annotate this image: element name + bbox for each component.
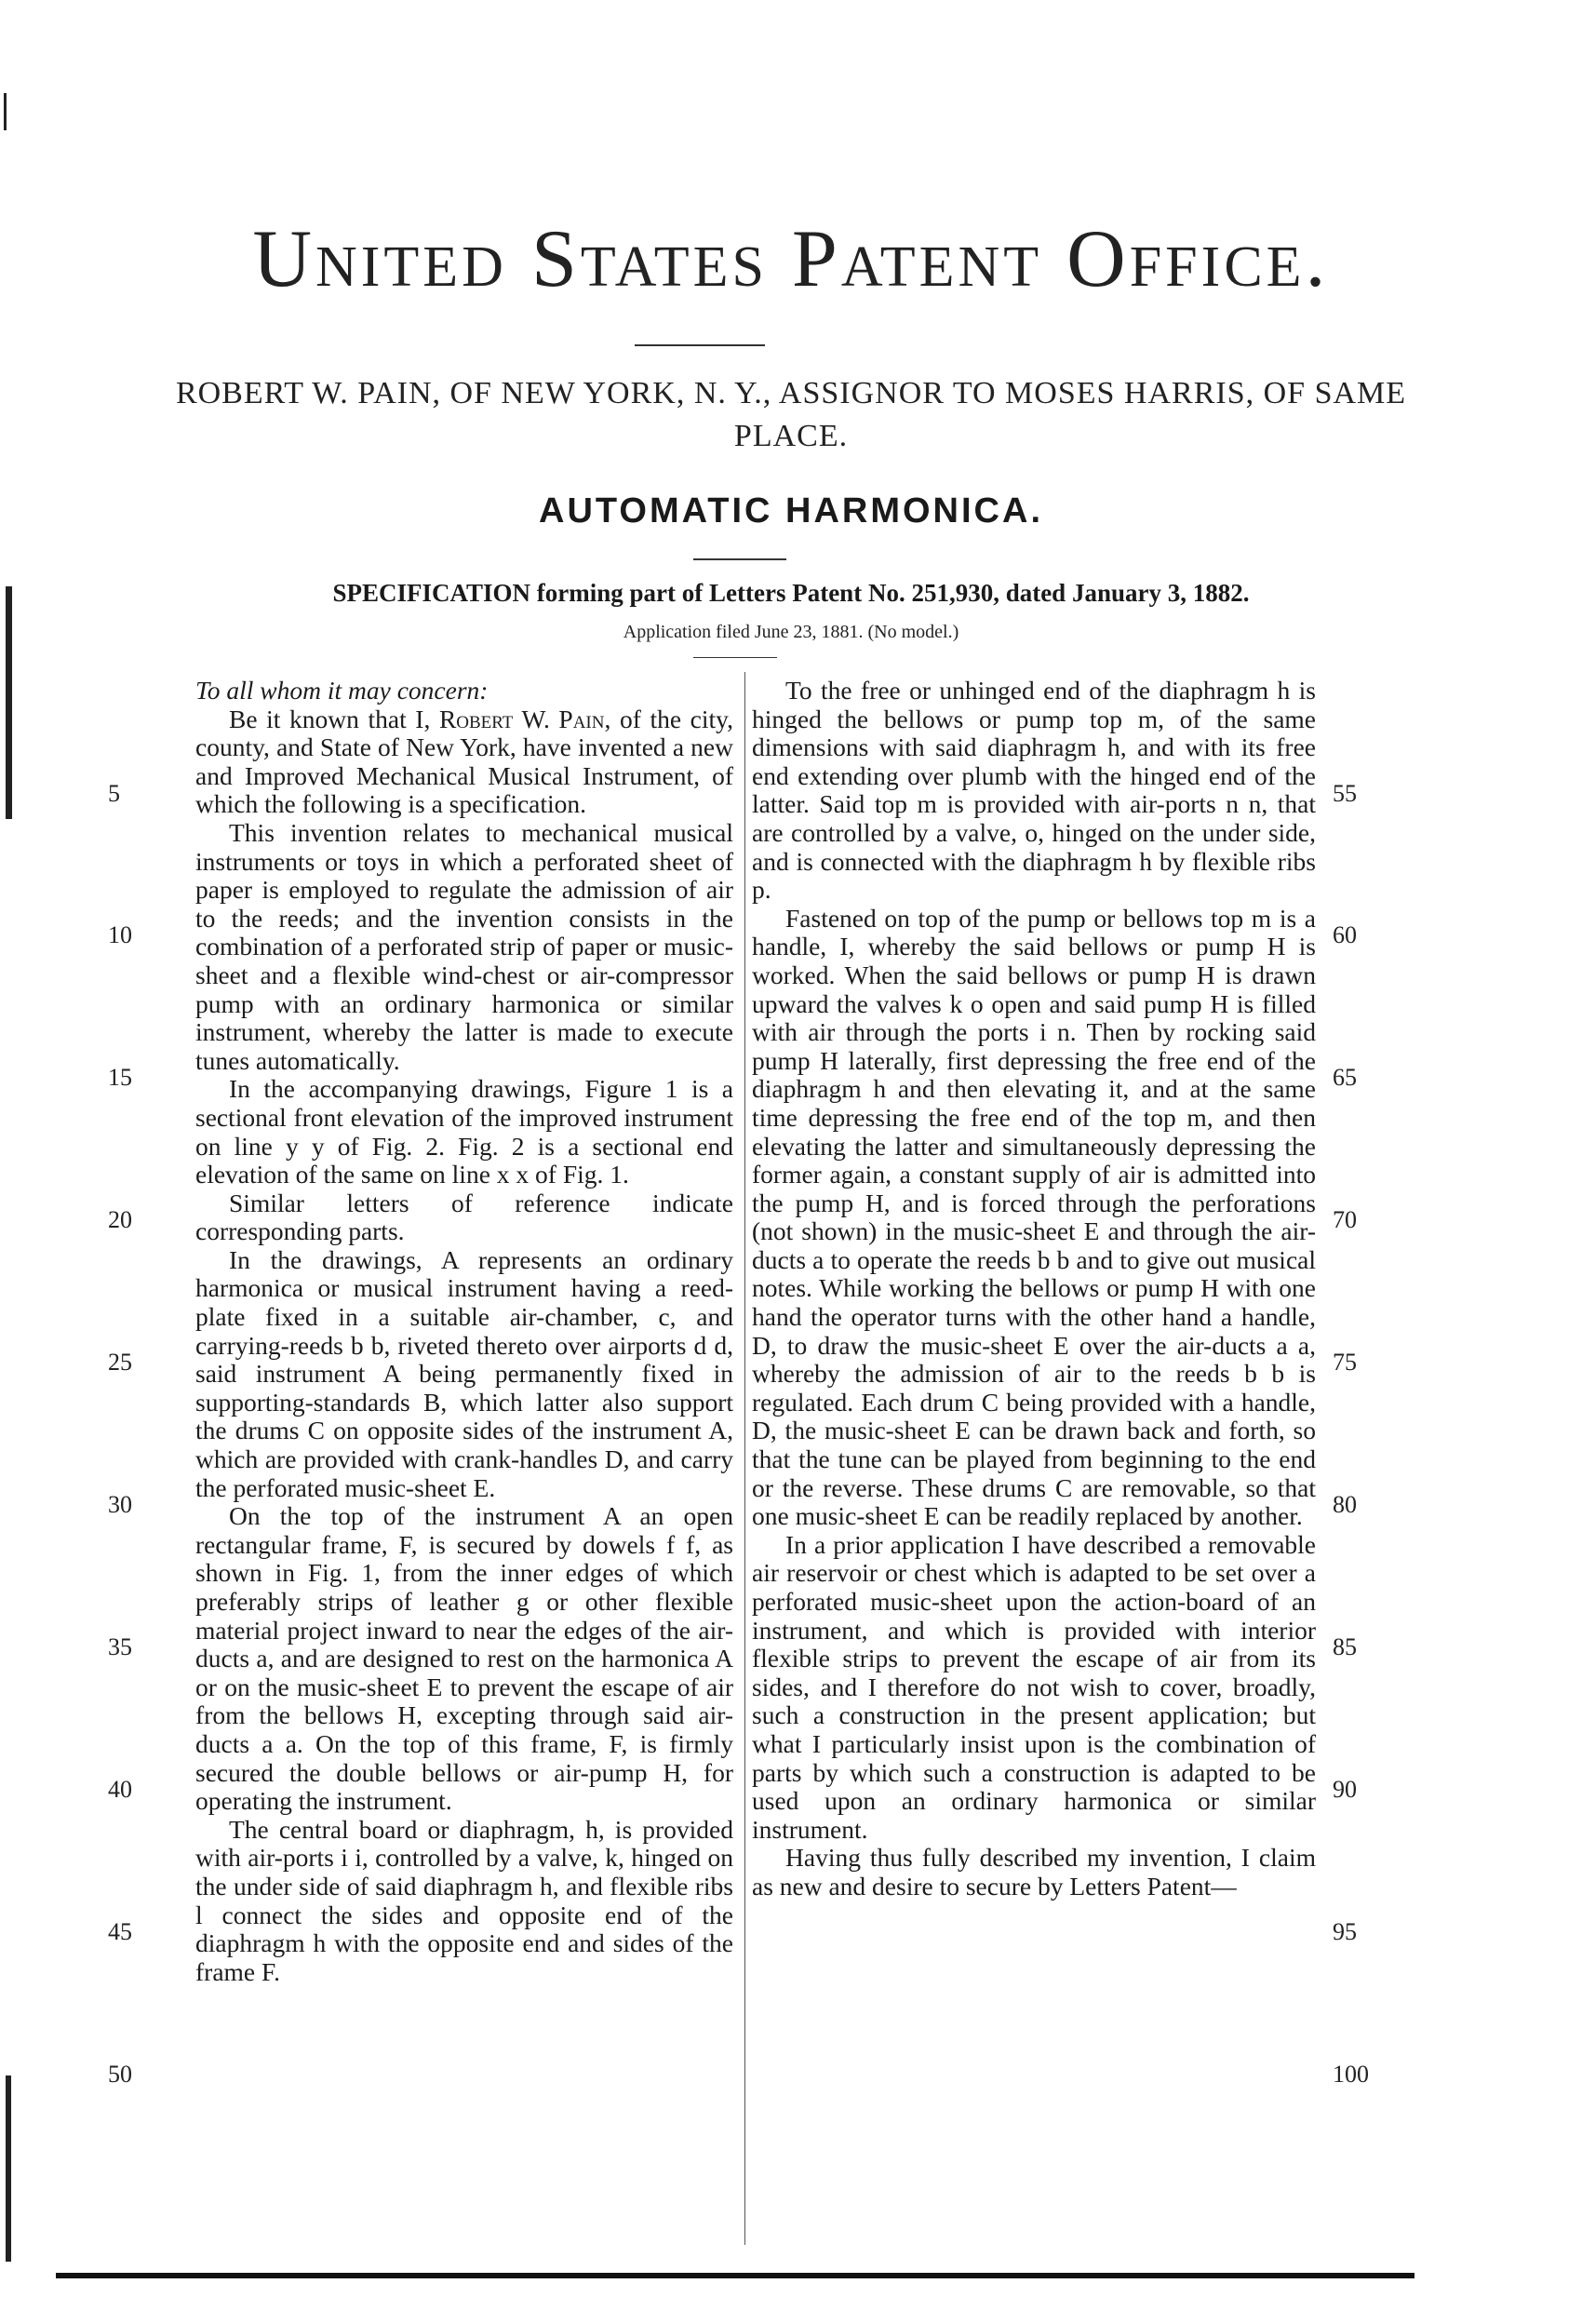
paragraph (195, 705, 733, 819)
line-number: 55 (1333, 780, 1357, 807)
office-heading: United States Patent Office. (252, 214, 1330, 304)
line-number: 15 (108, 1064, 132, 1091)
line-number: 35 (108, 1633, 132, 1660)
paragraph: In the drawings, A represents an ordinary harmonica or musical instrument having a reed-plate fixed in a suitable air-chamber, c, and carrying-reeds b b, riveted thereto over airports d d, said instrument A being permanently fixed in supporting-standards B, which latter also support the drums C on opposite sides of the instrument A, which are provided with crank-handles D, and carry the perforated music-sheet E. (195, 1244, 733, 1502)
line-number: 40 (108, 1776, 132, 1803)
inventor-name: Robert W. Pain (438, 704, 605, 733)
line-number: 85 (1333, 1633, 1357, 1660)
line-number: 5 (108, 780, 120, 807)
paragraph: In the accompanying drawings, Figure 1 is a sectional front elevation of the improved instrument on line y y of Fig. 2. Fig. 2 is a sectional end elevation of the same on line x x of Fig. 1. (195, 1074, 733, 1189)
paragraph: The central board or diaphragm, h, is provided with air-ports i i, controlled by a valve, k, hinged on the under side of said diaphragm h, and flexible ribs l connect the sides and opposite end of the diaphragm h with the opposite end and sides of the frame F. (195, 1814, 733, 1986)
paragraph: Fastened on top of the pump or bellows top m is a handle, I, whereby the said bellows or pump H is worked. When the said bellows or pump H is drawn upward the valves k o open and said pump H is filled with air through the ports i n. Then by rocking said pump H laterally, first depressing the free end of the diaphragm h and then elevating it, and at the same time depressing the free end of the top m, and then elevating the latter and simultaneously depressing the former again, a constant supply of air is admitted into the pump H, and is forced through the perforations (not shown) in the music-sheet E and through the air-ducts a to operate the reeds b b and to give out musical notes. While working the bellows or pump H with one hand the operator turns with the other hand a handle, D, to draw the music-sheet E over the air-ducts a a, whereby the admission of air to the reeds b b is regulated. Each drum C being provided with a handle, D, the music-sheet E can be drawn back and forth, so that the tune can be played from beginning to the end or the reverse. These drums C are removable, so that one music-sheet E can be readily replaced by another. (752, 903, 1316, 1531)
line-number: 80 (1333, 1491, 1357, 1518)
title-rule (693, 558, 786, 560)
right-column (752, 677, 1316, 1901)
paragraph: In a prior application I have described a removable air reservoir or chest which is adapted to be set over a perforated music-sheet upon the action-board of an instrument, and which is provided with interior flexible strips to prevent the escape of air from its sides, and I therefore do not wish to cover, broadly, such a construction in the present application; but what I particularly insist upon is the combination of parts by which such a construction is adapted to be used upon an ordinary harmonica or similar instrument. (752, 1529, 1316, 1844)
line-number: 10 (108, 921, 132, 948)
scan-margin-mark (4, 93, 7, 130)
application-line: Application filed June 23, 1881. (No model.) (623, 622, 959, 642)
invention-title: AUTOMATIC HARMONICA. (539, 491, 1043, 531)
line-number: 95 (1333, 1918, 1357, 1945)
line-number: 50 (108, 2061, 132, 2088)
application-rule (693, 657, 777, 658)
salutation: To all whom it may concern: (195, 676, 489, 705)
paragraph: Similar letters of reference indicate corresponding parts. (195, 1188, 733, 1246)
inventor-assignor-line: ROBERT W. PAIN, OF NEW YORK, N. Y., ASSIGNOR TO MOSES HARRIS, OF SAME PLACE. (175, 376, 1407, 453)
left-column (195, 677, 733, 1986)
column-divider (744, 672, 745, 2245)
line-number: 25 (108, 1349, 132, 1376)
line-number: 75 (1333, 1349, 1357, 1376)
line-number: 70 (1333, 1206, 1357, 1233)
line-number: 45 (108, 1918, 132, 1945)
paragraph: Having thus fully described my invention, I claim as new and desire to secure by Letters Patent— (752, 1843, 1316, 1901)
page-bottom-rule (56, 2273, 1414, 2278)
paragraph: To the free or unhinged end of the diaphragm h is hinged the bellows or pump top m, of the same dimensions with said diaphragm h, and with its free end extending over plumb with the hinged end of the latter. Said top m is provided with air-ports n n, that are controlled by a valve, o, hinged on the under side, and is connected with the diaphragm h by flexible ribs p. (752, 676, 1316, 905)
heading-rule (635, 344, 765, 346)
line-number: 90 (1333, 1776, 1357, 1803)
specification-line: SPECIFICATION forming part of Letters Patent No. 251,930, dated January 3, 1882. (332, 579, 1250, 607)
paragraph: This invention relates to mechanical musical instruments or toys in which a perforated sheet of paper is employed to regulate the admission of air to the reeds; and the invention consists in the combination of a perforated strip of paper or music-sheet and a flexible wind-chest or air-compressor pump with an ordinary harmonica or similar instrument, whereby the latter is made to execute tunes automatically. (195, 817, 733, 1075)
line-number: 65 (1333, 1064, 1357, 1091)
paragraph-text: Be it known that I, (229, 704, 439, 733)
line-number: 100 (1333, 2061, 1369, 2088)
line-number: 20 (108, 1206, 132, 1233)
line-number: 60 (1333, 921, 1357, 948)
line-number: 30 (108, 1491, 132, 1518)
scan-margin-mark (6, 2075, 11, 2262)
paragraph: On the top of the instrument A an open rectangular frame, F, is secured by dowels f f, as shown in Fig. 1, from the inner edges of which preferably strips of leather g or other flexible material project inward to near the edges of the air-ducts a, and are designed to rest on the harmonica A or on the music-sheet E to prevent the escape of air from the bellows H, excepting through said air-ducts a a. On the top of this frame, F, is firmly secured the double bellows or air-pump H, for operating the instrument. (195, 1501, 733, 1816)
paragraph-text: , of the city, county, and State of New York, have invented a new and Improved Mechanical Musical Instrument, of which the following is a specification. (195, 704, 733, 819)
